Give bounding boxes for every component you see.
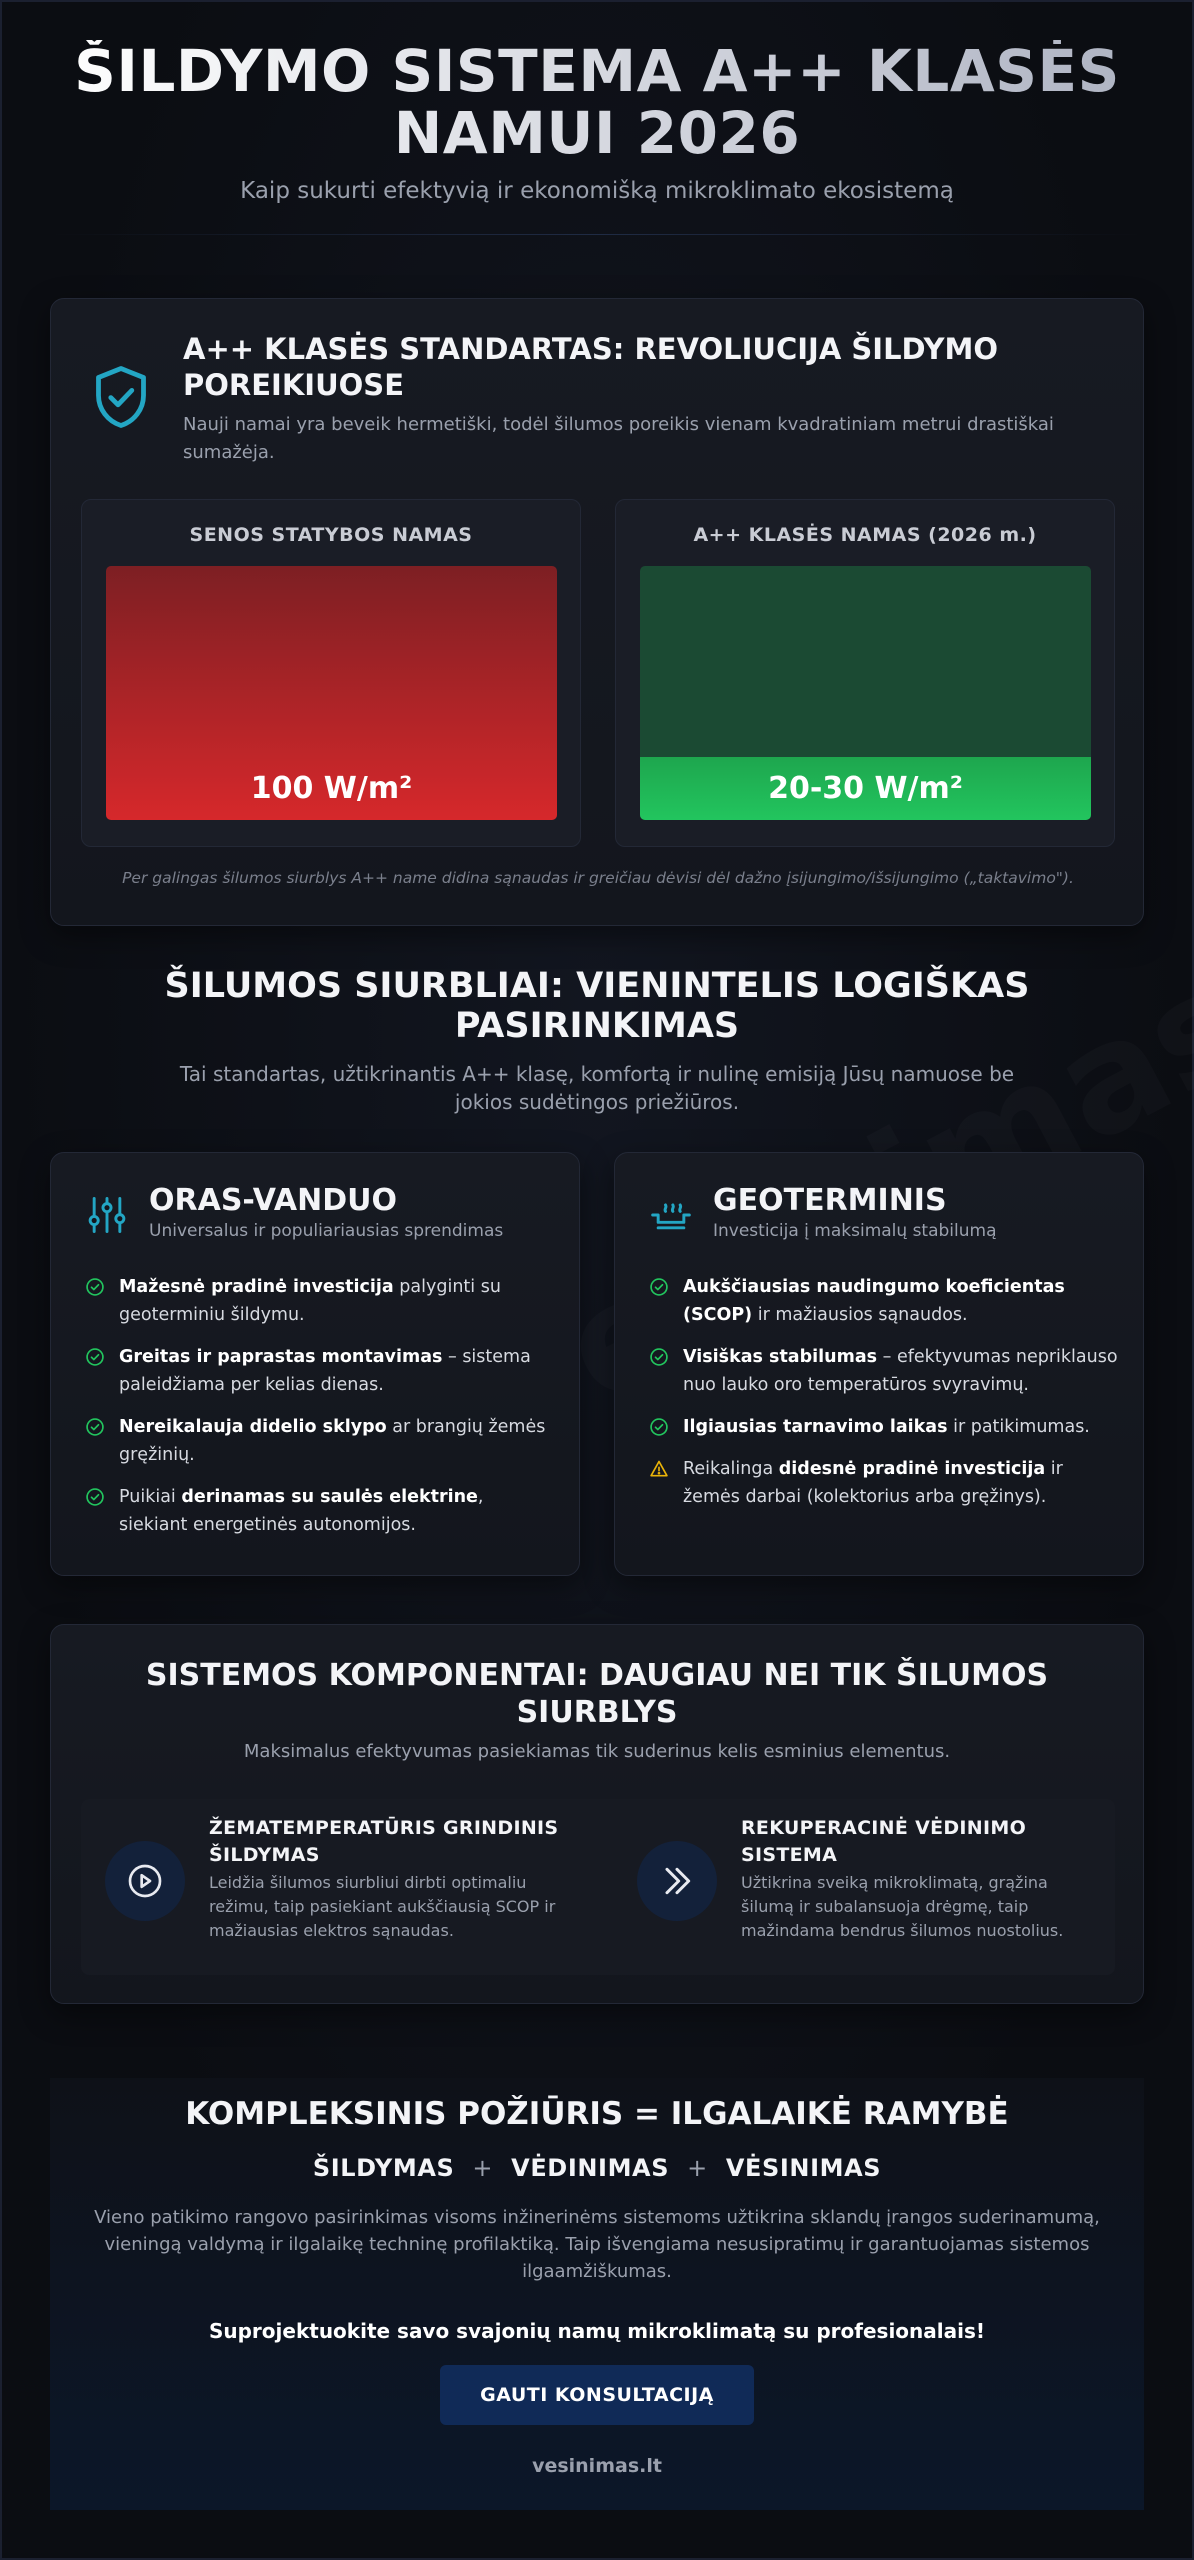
sliders-icon [85,1193,129,1237]
component-title: ŽEMATEMPERATŪRIS GRINDINIS ŠILDYMAS [209,1817,559,1866]
double-chevron-right-icon [657,1861,697,1901]
final-section [50,2078,1144,2510]
plus-sign: + [472,2154,494,2182]
benefit-text-pre: Puikiai [119,1487,182,1507]
final-description: Vieno patikimo rangovo pasirinkimas visoms inžinerinėms sistemoms užtikrina sklandų įrangos suderinamumą, vieningą valdymą ir ilgalaikę techninę profilaktiką. Taip išvengiama nesusipratimų ir garantuojamas sistemos ilgaamžiškumas. [94,2207,1100,2282]
check-circle-icon [649,1347,669,1367]
benefit-text [683,1455,1119,1511]
page-title: ŠILDYMO SISTEMA A++ KLASĖS NAMUI 2026 [50,40,1144,164]
ground-heat-icon [649,1193,693,1237]
trio-cooling: VĖSINIMAS [725,2154,882,2182]
shield-check-icon [85,361,157,433]
component-text [741,1799,1101,1943]
site-name: vesinimas.lt [532,2455,662,2477]
components-panel [81,1799,1115,1975]
geothermal-title: GEOTERMINIS [713,1183,947,1218]
geothermal-card [614,1152,1144,1576]
benefit-highlight: Nereikalauja didelio sklypo [119,1417,387,1437]
check-circle-icon [85,1347,105,1367]
check-circle-icon [85,1277,105,1297]
old-house-value: 100 W/m² [250,771,413,806]
benefit-highlight: Aukščiausias naudingumo koeficientas (SCOP) [683,1277,1065,1325]
trio-ventilation: VĖDINIMAS [511,2154,670,2182]
pumps-section-title: ŠILUMOS SIURBLIAI: VIENINTELIS LOGIŠKAS PASIRINKIMAS [164,966,1030,1046]
air-water-title: ORAS-VANDUO [149,1183,397,1218]
benefit-item [85,1273,555,1329]
air-water-header-text [149,1183,503,1241]
play-circle-icon [125,1861,165,1901]
check-circle-icon [649,1277,669,1297]
consultation-button[interactable]: GAUTI KONSULTACIJĄ [440,2365,754,2425]
component-ventilation [637,1799,1117,1943]
pumps-section-header [50,966,1144,1116]
benefit-highlight: Ilgiausias tarnavimo laikas [683,1417,948,1437]
check-circle-icon [649,1417,669,1437]
page-subtitle: Kaip sukurti efektyvią ir ekonomišką mikroklimato ekosistemą [240,178,954,204]
service-trio [50,2154,1144,2182]
new-house-value: 20-30 W/m² [768,771,963,806]
benefit-text-post: , siekiant energetinės autonomijos. [119,1487,484,1535]
components-card [50,1624,1144,2004]
benefit-text-post: ir mažiausios sąnaudos. [752,1305,968,1325]
geothermal-header-text [713,1183,997,1241]
new-house-bar [640,566,1091,820]
component-text [209,1799,569,1943]
air-water-subtitle: Universalus ir populiariausias sprendimas [149,1221,504,1241]
component-icon-circle [637,1841,717,1921]
final-title: KOMPLEKSINIS POŽIŪRIS = ILGALAIKĖ RAMYBĖ [185,2096,1009,2132]
benefit-item [85,1343,555,1399]
pumps-section-subtitle: Tai standartas, užtikrinantis A++ klasę, komfortą ir nulinę emisiją Jūsų namuose be jokios sudėtingos priežiūros. [179,1062,1015,1114]
benefit-highlight: Visiškas stabilumas [683,1347,878,1367]
standard-title: A++ KLASĖS STANDARTAS: REVOLIUCIJA ŠILDYMO POREIKIUOSE [183,332,999,402]
check-circle-icon [85,1487,105,1507]
cycling-note: Per galingas šilumos siurblys A++ name didina sąnaudas ir greičiau dėvisi dėl dažno įsijungimo/išsijungimo („taktavimo"). [122,869,1074,887]
geothermal-header [649,1183,997,1241]
old-house-box [81,499,581,847]
old-house-title: SENOS STATYBOS NAMAS [189,524,473,546]
standard-description: Nauji namai yra beveik hermetiški, todėl šilumos poreikis vienam kvadratiniam metrui drastiškai sumažėja. [183,414,1054,463]
benefit-text [119,1413,555,1469]
benefit-item [649,1343,1119,1399]
component-description: Užtikrina sveiką mikroklimatą, grąžina šilumą ir subalansuoja drėgmę, taip mažindama bendrus šilumos nuostolius. [741,1873,1064,1940]
benefit-text [119,1483,555,1539]
benefit-highlight: derinamas su saulės elektrine [181,1487,478,1507]
cta-text: Suprojektuokite savo svajonių namų mikroklimatą su profesionalais! [208,2319,986,2343]
old-house-bar [106,566,557,820]
benefit-text-post: ir patikimumas. [947,1417,1090,1437]
check-circle-icon [85,1417,105,1437]
header-divider [50,234,1144,235]
benefit-highlight: Greitas ir paprastas montavimas [119,1347,443,1367]
benefit-text-post: – sistema paleidžiama per kelias dienas. [119,1347,531,1395]
standard-card [50,298,1144,926]
benefit-highlight: didesnė pradinė investicija [778,1459,1046,1479]
benefit-text-post: ir žemės darbai (kolektorius arba gręžinys). [683,1459,1063,1507]
benefit-text-post: ar brangių žemės gręžinių. [119,1417,546,1465]
benefit-item [85,1413,555,1469]
component-floor-heating [105,1799,585,1943]
plus-sign: + [687,2154,708,2182]
benefit-text-post: – efektyvumas nepriklauso nuo lauko oro temperatūros svyravimų. [683,1347,1118,1395]
standard-header-text [183,331,1103,467]
trio-heating: ŠILDYMAS [312,2154,455,2182]
benefit-text [119,1273,555,1329]
benefit-item [649,1413,1119,1441]
component-icon-circle [105,1841,185,1921]
hero-header [50,0,1144,235]
benefit-highlight: Mažesnė pradinė investicija [119,1277,394,1297]
component-description: Leidžia šilumos siurbliui dirbti optimaliu režimu, taip pasiekiant aukščiausią SCOP ir mažiausias elektros sąnaudas. [209,1873,556,1940]
geothermal-benefits [649,1273,1119,1525]
component-title: REKUPERACINĖ VĖDINIMO SISTEMA [741,1817,1027,1866]
standard-header [85,331,1103,467]
benefit-text [683,1343,1119,1399]
new-house-title: A++ KLASĖS NAMAS (2026 m.) [693,524,1037,546]
benefit-text [683,1273,1119,1329]
benefit-text-pre: Reikalinga [683,1459,779,1479]
benefit-item [85,1483,555,1539]
benefit-text [119,1343,555,1399]
air-water-header [85,1183,503,1241]
components-subtitle: Maksimalus efektyvumas pasiekiamas tik suderinus kelis esminius elementus. [243,1741,951,1762]
new-house-box [615,499,1115,847]
benefit-item [649,1273,1119,1329]
air-water-benefits [85,1273,555,1553]
benefit-text-post: palyginti su geoterminiu šildymu. [119,1277,501,1325]
benefit-item [649,1455,1119,1511]
benefit-text [683,1413,1090,1441]
air-water-card [50,1152,580,1576]
warning-triangle-icon [649,1459,669,1479]
comparison-panel [81,499,1115,847]
components-title: SISTEMOS KOMPONENTAI: DAUGIAU NEI TIK ŠILUMOS SIURBLYS [145,1658,1049,1730]
page-container [50,0,1144,2477]
geothermal-subtitle: Investicija į maksimalų stabilumą [713,1221,997,1241]
